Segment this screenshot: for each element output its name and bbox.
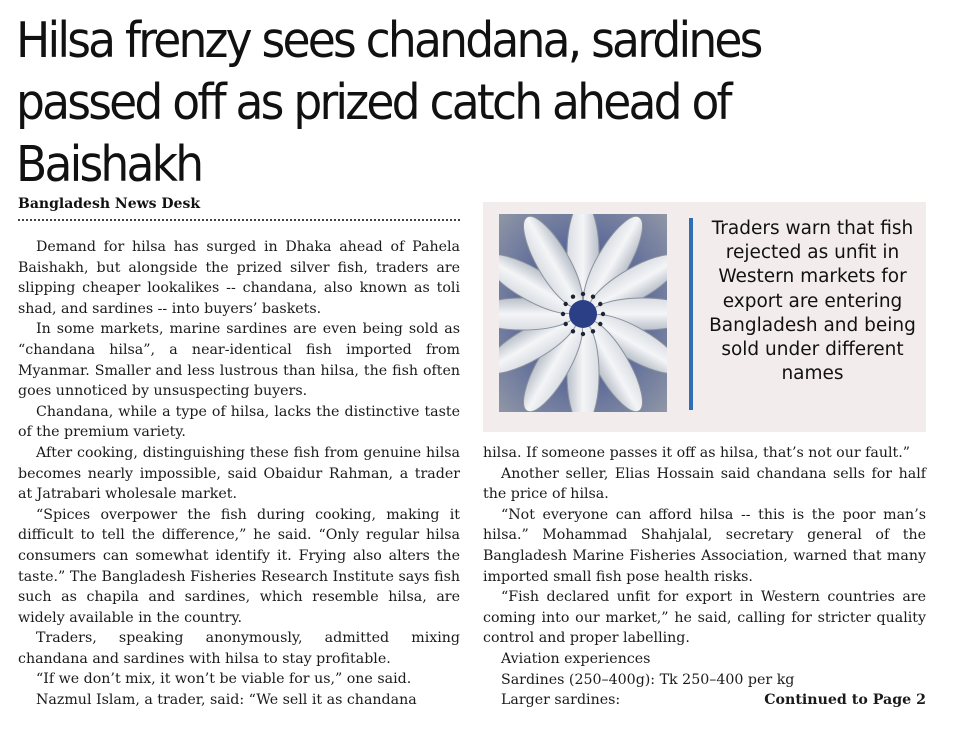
headline: Hilsa frenzy sees chandana, sardines passed off as prized catch ahead of Baishakh	[16, 12, 761, 193]
paragraph: Traders, speaking anonymously, admitted mixing chandana and sardines with hilsa to stay profitable.	[18, 630, 460, 667]
pullquote: Traders warn that fish rejected as unfit in Western markets for export are entering Bangladesh and being sold under different names	[709, 218, 916, 385]
continued-link[interactable]: Continued to Page 2	[764, 692, 926, 709]
paragraph: Demand for hilsa has surged in Dhaka ahead of Pahela Baishakh, but alongside the prized silver fish, traders are slipping cheaper lookalikes -- chandana, also known as toli shad, and sardines -- into buyers’ baskets.	[18, 239, 460, 317]
article-column-left	[18, 237, 460, 711]
paragraph: “Spices overpower the fish during cooking, making it difficult to tell the difference,” he said. “Only regular hilsa consumers can somewhat identify it. Frying also alters the taste.” The Bangladesh Fisheries Research Institute says fish such as chapila and sardines, which resemble hilsa, are widely available in the country.	[18, 506, 460, 626]
dotted-divider	[18, 219, 460, 221]
paragraph: hilsa. If someone passes it off as hilsa, that’s not our fault.”	[483, 445, 910, 461]
paragraph: After cooking, distinguishing these fish from genuine hilsa becomes nearly impossible, said Obaidur Rahman, a trader at Jatrabari wholesale market.	[18, 444, 460, 503]
paragraph: Chandana, while a type of hilsa, lacks the distinctive taste of the premium variety.	[18, 403, 460, 441]
last-line	[483, 690, 926, 711]
paragraph: Nazmul Islam, a trader, said: “We sell it as chandana	[36, 692, 417, 709]
price-line: Sardines (250–400g): Tk 250–400 per kg	[501, 671, 795, 688]
article-column-right	[483, 443, 926, 711]
fish-photo-icon	[499, 214, 667, 412]
subhead-line: Aviation experiences	[501, 650, 651, 667]
paragraph: “Not everyone can afford hilsa -- this is the poor man’s hilsa.” Mohammad Shahjalal, secretary general of the Bangladesh Marine Fisheries Association, warned that many imported small fish pose health risks.	[483, 506, 926, 585]
byline: Bangladesh News Desk	[18, 196, 201, 212]
paragraph: “If we don’t mix, it won’t be viable for us,” one said.	[36, 671, 412, 688]
paragraph: Another seller, Elias Hossain said chandana sells for half the price of hilsa.	[483, 465, 926, 503]
paragraph: In some markets, marine sardines are even being sold as “chandana hilsa”, a near-identical fish imported from Myanmar. Smaller and less lustrous than hilsa, the fish often goes unnoticed by unsuspecting buyers.	[18, 321, 460, 400]
paragraph: “Fish declared unfit for export in Western countries are coming into our market,” he said, calling for stricter quality control and proper labelling.	[483, 589, 926, 647]
price-label: Larger sardines:	[501, 692, 621, 709]
pullquote-rule	[689, 218, 693, 410]
hilsa-fish-photo	[499, 214, 667, 412]
feature-box	[483, 202, 926, 432]
